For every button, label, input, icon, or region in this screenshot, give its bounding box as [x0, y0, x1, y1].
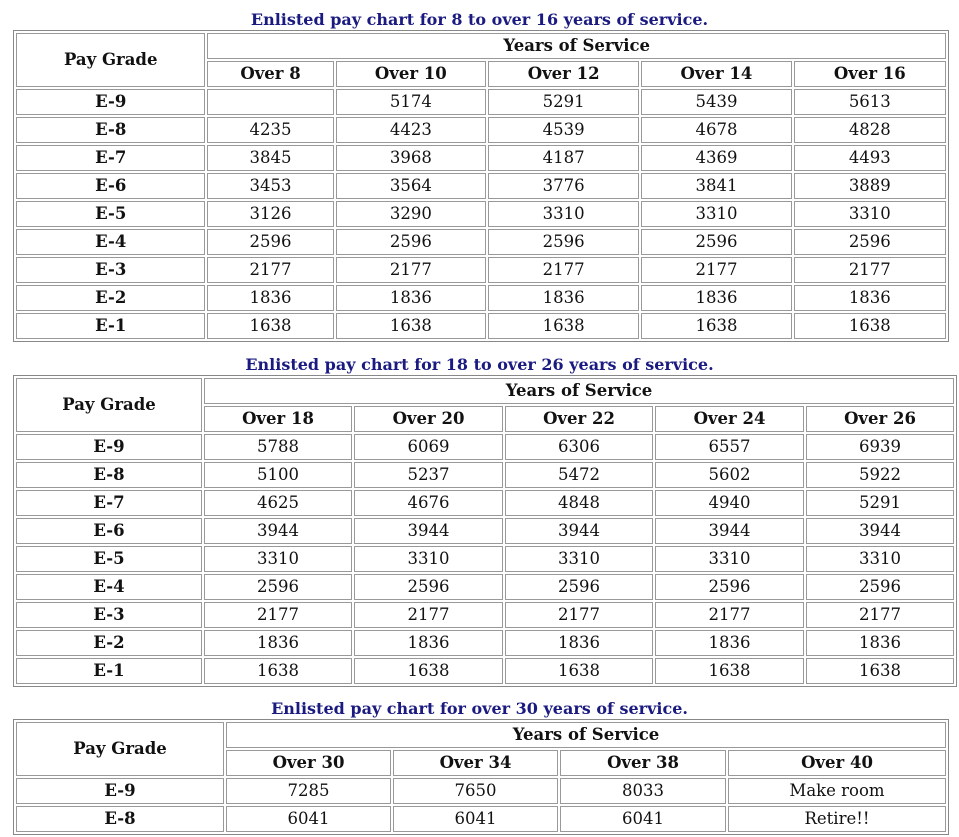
pay-value-cell: 3944 — [354, 518, 503, 544]
pay-value-cell: 5472 — [505, 462, 653, 488]
column-header: Over 30 — [226, 750, 391, 776]
pay-value-cell: 2596 — [354, 574, 503, 600]
table-row — [16, 630, 954, 656]
pay-value-cell: 4423 — [336, 117, 486, 143]
pay-value-cell: 3944 — [806, 518, 954, 544]
pay-value-cell: 1638 — [655, 658, 804, 684]
pay-value-cell: 3889 — [794, 173, 946, 199]
table-row — [16, 257, 946, 283]
pay-value-cell: 5237 — [354, 462, 503, 488]
table-row — [16, 490, 954, 516]
pay-grade-cell: E-1 — [16, 658, 202, 684]
pay-value-cell: 3310 — [641, 201, 791, 227]
pay-value-cell: 4625 — [204, 490, 352, 516]
pay-value-cell: 1836 — [505, 630, 653, 656]
pay-value-cell: 1638 — [207, 313, 333, 339]
pay-value-cell: 3310 — [505, 546, 653, 572]
pay-value-cell: 4676 — [354, 490, 503, 516]
pay-value-cell: 3310 — [488, 201, 639, 227]
pay-grade-header: Pay Grade — [16, 33, 205, 87]
pay-value-cell: 2177 — [655, 602, 804, 628]
pay-value-cell: 2596 — [204, 574, 352, 600]
pay-value-cell: 2177 — [354, 602, 503, 628]
header-row-top — [16, 33, 946, 59]
pay-value-cell: 2596 — [336, 229, 486, 255]
pay-grade-cell: E-5 — [16, 546, 202, 572]
pay-value-cell: 3944 — [655, 518, 804, 544]
pay-value-cell: 2596 — [641, 229, 791, 255]
pay-value-cell: 3944 — [204, 518, 352, 544]
pay-value-cell: 4539 — [488, 117, 639, 143]
column-header: Over 18 — [204, 406, 352, 432]
pay-value-cell: 1836 — [336, 285, 486, 311]
pay-value-cell: 6041 — [560, 806, 726, 832]
pay-grade-cell: E-8 — [16, 462, 202, 488]
pay-value-cell: 1836 — [488, 285, 639, 311]
pay-value-cell: 3968 — [336, 145, 486, 171]
table-row — [16, 434, 954, 460]
years-of-service-header: Years of Service — [207, 33, 946, 59]
header-row-top — [16, 378, 954, 404]
column-header: Over 12 — [488, 61, 639, 87]
pay-value-cell: 3310 — [655, 546, 804, 572]
pay-value-cell: 1836 — [794, 285, 946, 311]
pay-value-cell: 7285 — [226, 778, 391, 804]
pay-grade-cell: E-9 — [16, 89, 205, 115]
table-row — [16, 602, 954, 628]
column-header: Over 8 — [207, 61, 333, 87]
pay-chart-18-to-26 — [0, 355, 959, 687]
pay-value-cell: 3310 — [354, 546, 503, 572]
pay-grade-cell: E-6 — [16, 173, 205, 199]
pay-value-cell: 7650 — [393, 778, 558, 804]
pay-grade-header: Pay Grade — [16, 378, 202, 432]
pay-value-cell: 5291 — [806, 490, 954, 516]
pay-value-cell: 1638 — [204, 658, 352, 684]
pay-grade-cell: E-8 — [16, 117, 205, 143]
pay-value-cell: 5788 — [204, 434, 352, 460]
pay-value-cell: 5174 — [336, 89, 486, 115]
pay-value-cell: 5602 — [655, 462, 804, 488]
pay-grade-cell: E-6 — [16, 518, 202, 544]
pay-value-cell: 2177 — [794, 257, 946, 283]
table-row — [16, 546, 954, 572]
table-caption: Enlisted pay chart for 8 to over 16 years of service. — [250, 10, 709, 29]
column-header: Over 34 — [393, 750, 558, 776]
pay-value-cell: 1836 — [806, 630, 954, 656]
pay-grade-cell: E-3 — [16, 257, 205, 283]
pay-value-cell: Retire!! — [728, 806, 946, 832]
pay-grade-cell: E-2 — [16, 630, 202, 656]
pay-value-cell: 1836 — [354, 630, 503, 656]
pay-value-cell: 5100 — [204, 462, 352, 488]
pay-value-cell: Make room — [728, 778, 946, 804]
table-row — [16, 518, 954, 544]
table-row — [16, 658, 954, 684]
pay-value-cell: 6069 — [354, 434, 503, 460]
pay-grade-cell: E-5 — [16, 201, 205, 227]
pay-value-cell: 6041 — [226, 806, 391, 832]
pay-value-cell: 4493 — [794, 145, 946, 171]
pay-grade-cell: E-4 — [16, 229, 205, 255]
pay-value-cell: 1638 — [505, 658, 653, 684]
column-header: Over 16 — [794, 61, 946, 87]
pay-value-cell: 3290 — [336, 201, 486, 227]
column-header: Over 14 — [641, 61, 791, 87]
pay-value-cell: 4187 — [488, 145, 639, 171]
pay-value-cell: 1836 — [655, 630, 804, 656]
pay-value-cell: 4940 — [655, 490, 804, 516]
pay-grade-cell: E-1 — [16, 313, 205, 339]
pay-value-cell — [207, 89, 333, 115]
pay-value-cell: 2177 — [207, 257, 333, 283]
column-header: Over 26 — [806, 406, 954, 432]
pay-value-cell: 2177 — [641, 257, 791, 283]
pay-grade-cell: E-4 — [16, 574, 202, 600]
pay-grade-cell: E-3 — [16, 602, 202, 628]
pay-value-cell: 3944 — [505, 518, 653, 544]
pay-chart-8-to-16 — [0, 10, 959, 342]
pay-grade-header: Pay Grade — [16, 722, 224, 776]
pay-value-cell: 5439 — [641, 89, 791, 115]
pay-value-cell: 2596 — [655, 574, 804, 600]
pay-value-cell: 5613 — [794, 89, 946, 115]
pay-value-cell: 5922 — [806, 462, 954, 488]
pay-value-cell: 4678 — [641, 117, 791, 143]
years-of-service-header: Years of Service — [204, 378, 954, 404]
table-row — [16, 313, 946, 339]
column-header: Over 22 — [505, 406, 653, 432]
pay-value-cell: 1638 — [336, 313, 486, 339]
pay-value-cell: 1638 — [488, 313, 639, 339]
pay-grade-cell: E-7 — [16, 490, 202, 516]
pay-value-cell: 4369 — [641, 145, 791, 171]
table-caption: Enlisted pay chart for 18 to over 26 years of service. — [245, 355, 714, 374]
table-row — [16, 229, 946, 255]
pay-value-cell: 6939 — [806, 434, 954, 460]
pay-value-cell: 3453 — [207, 173, 333, 199]
pay-value-cell: 3310 — [204, 546, 352, 572]
column-header: Over 20 — [354, 406, 503, 432]
column-header: Over 38 — [560, 750, 726, 776]
pay-value-cell: 1638 — [794, 313, 946, 339]
pay-chart-over-30 — [0, 699, 959, 835]
pay-value-cell: 3310 — [794, 201, 946, 227]
pay-value-cell: 2177 — [336, 257, 486, 283]
pay-value-cell: 2177 — [806, 602, 954, 628]
pay-table — [13, 30, 949, 342]
pay-value-cell: 8033 — [560, 778, 726, 804]
pay-grade-cell: E-8 — [16, 806, 224, 832]
pay-value-cell: 6041 — [393, 806, 558, 832]
pay-table — [13, 375, 957, 687]
pay-value-cell: 1836 — [641, 285, 791, 311]
pay-value-cell: 2596 — [505, 574, 653, 600]
pay-value-cell: 4828 — [794, 117, 946, 143]
pay-value-cell: 1638 — [641, 313, 791, 339]
pay-value-cell: 1638 — [806, 658, 954, 684]
pay-value-cell: 4848 — [505, 490, 653, 516]
header-row-top — [16, 722, 946, 748]
pay-value-cell: 6306 — [505, 434, 653, 460]
pay-grade-cell: E-9 — [16, 778, 224, 804]
column-header: Over 40 — [728, 750, 946, 776]
table-row — [16, 145, 946, 171]
pay-value-cell: 3841 — [641, 173, 791, 199]
pay-value-cell: 5291 — [488, 89, 639, 115]
column-header: Over 24 — [655, 406, 804, 432]
table-row — [16, 778, 946, 804]
pay-value-cell: 2177 — [488, 257, 639, 283]
pay-value-cell: 3776 — [488, 173, 639, 199]
table-row — [16, 201, 946, 227]
pay-value-cell: 3310 — [806, 546, 954, 572]
pay-value-cell: 2596 — [207, 229, 333, 255]
table-row — [16, 285, 946, 311]
years-of-service-header: Years of Service — [226, 722, 946, 748]
column-header: Over 10 — [336, 61, 486, 87]
pay-value-cell: 1836 — [204, 630, 352, 656]
pay-value-cell: 2596 — [806, 574, 954, 600]
pay-value-cell: 2177 — [204, 602, 352, 628]
pay-value-cell: 3126 — [207, 201, 333, 227]
table-row — [16, 574, 954, 600]
pay-grade-cell: E-7 — [16, 145, 205, 171]
pay-grade-cell: E-9 — [16, 434, 202, 460]
table-row — [16, 173, 946, 199]
pay-value-cell: 2596 — [488, 229, 639, 255]
pay-value-cell: 6557 — [655, 434, 804, 460]
table-caption: Enlisted pay chart for over 30 years of service. — [271, 699, 688, 718]
table-row — [16, 89, 946, 115]
table-row — [16, 806, 946, 832]
pay-value-cell: 1638 — [354, 658, 503, 684]
table-row — [16, 117, 946, 143]
pay-value-cell: 3564 — [336, 173, 486, 199]
pay-value-cell: 2596 — [794, 229, 946, 255]
pay-value-cell: 4235 — [207, 117, 333, 143]
pay-table — [13, 719, 949, 835]
pay-value-cell: 3845 — [207, 145, 333, 171]
pay-value-cell: 1836 — [207, 285, 333, 311]
table-row — [16, 462, 954, 488]
pay-value-cell: 2177 — [505, 602, 653, 628]
pay-grade-cell: E-2 — [16, 285, 205, 311]
